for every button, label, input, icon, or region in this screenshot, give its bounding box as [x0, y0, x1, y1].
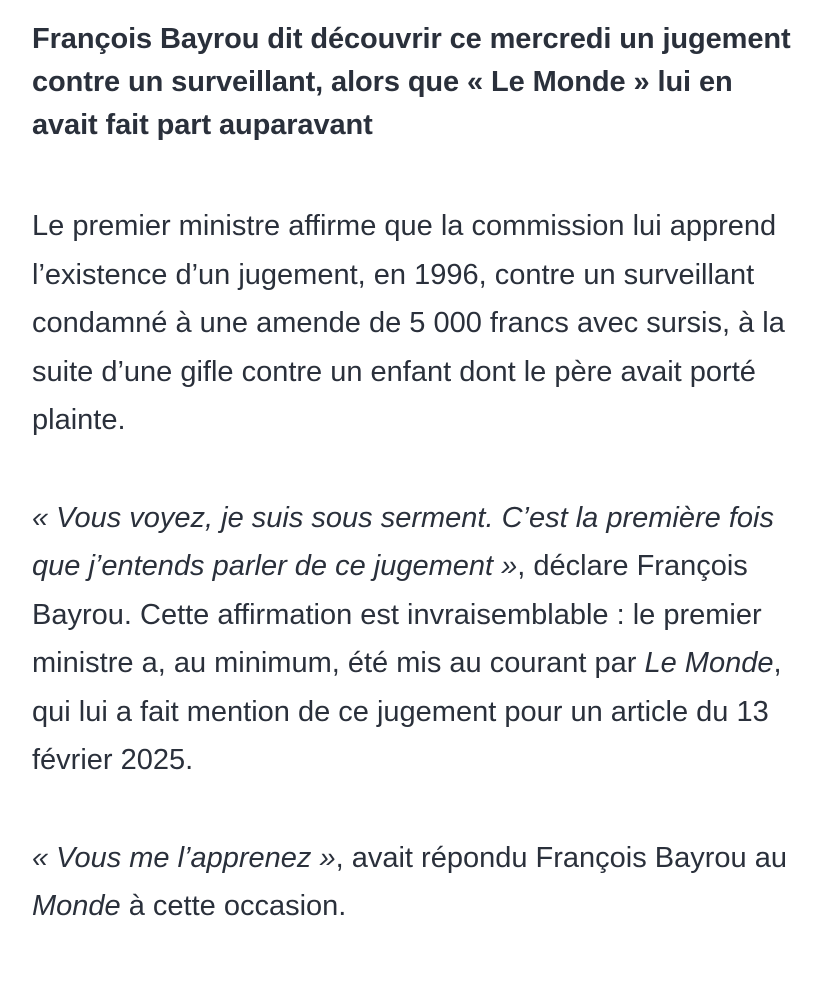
paragraph-2	[32, 494, 802, 785]
article-headline: François Bayrou dit découvrir ce mercredi un jugement contre un surveillant, alors que « Le Monde » lui en avait fait part auparavant	[32, 23, 791, 141]
bayrou-quote: « Vous voyez, je suis sous serment. C’est la première fois que j’entends parler de ce jugement »	[32, 501, 774, 582]
paragraph-1: Le premier ministre affirme que la commission lui apprend l’existence d’un jugement, en 1996, contre un surveillant condamné à une amende de 5 000 francs avec sursis, à la suite d’une gifle contre un enfant dont le père avait porté plainte.	[32, 210, 785, 436]
paragraph-2-text-a: , déclare François Bayrou. Cette affirmation est invraisemblable : le premier ministre a, au minimum, été mis au courant par	[32, 550, 762, 679]
paragraph-3	[32, 834, 802, 931]
paragraph-3-text-b: à cette occasion.	[120, 890, 347, 922]
paragraph-3-text-a: , avait répondu François Bayrou au	[335, 841, 787, 874]
bayrou-reply-quote: « Vous me l’apprenez »	[32, 841, 336, 874]
paragraph-2-text-b: , qui lui a fait mention de ce jugement pour un article du 13 février 2025.	[32, 647, 782, 776]
article	[32, 18, 802, 931]
le-monde-reference: Le Monde	[644, 647, 774, 679]
monde-reference: Monde	[32, 890, 121, 922]
